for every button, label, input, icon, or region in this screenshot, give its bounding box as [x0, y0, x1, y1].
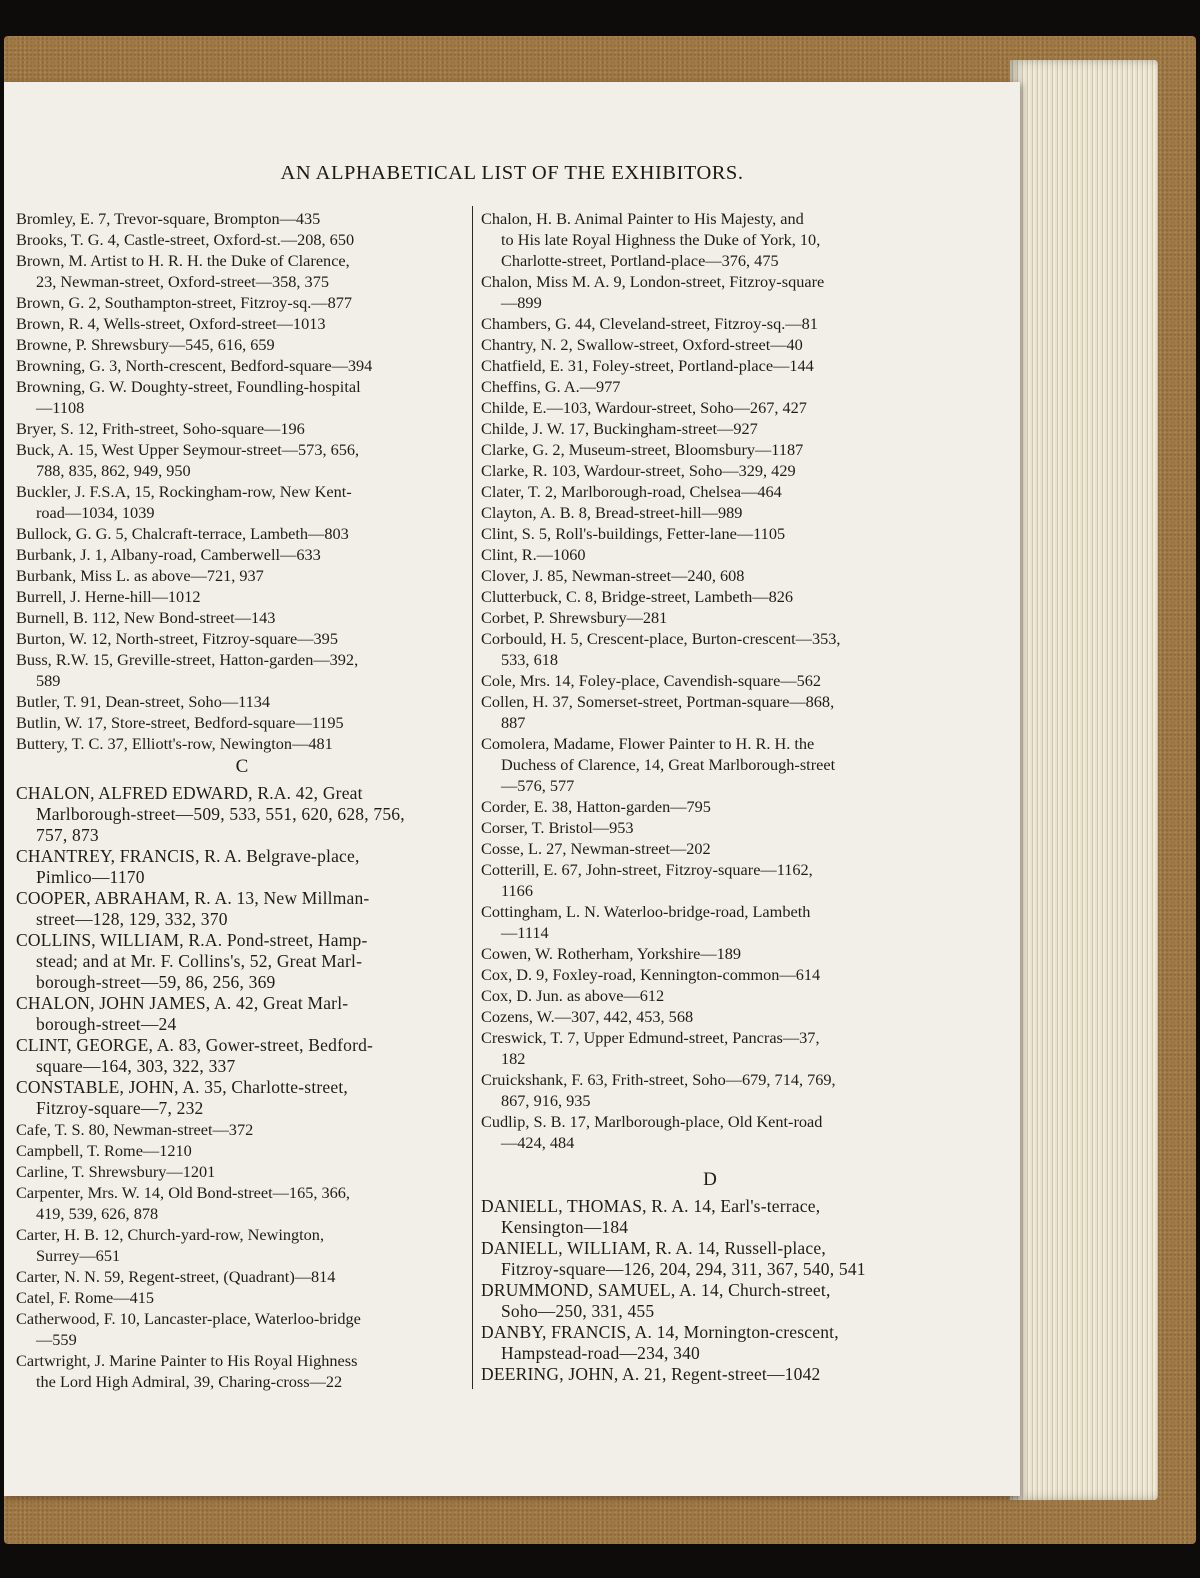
entry-continuation: 589 — [36, 671, 61, 690]
entry-line: CHALON, ALFRED EDWARD, R.A. 42, Great — [16, 783, 363, 803]
entry-line: Burnell, B. 112, New Bond-street—143 — [16, 608, 276, 627]
exhibitor-entry — [481, 796, 939, 817]
entry-line: Creswick, T. 7, Upper Edmund-street, Pancras—37, — [481, 1028, 820, 1047]
academician-entry — [16, 783, 468, 846]
right-column — [481, 208, 939, 1385]
exhibitor-entry — [481, 838, 939, 859]
exhibitor-entry — [16, 628, 468, 649]
exhibitor-entry — [16, 313, 468, 334]
exhibitor-entry — [16, 439, 468, 481]
academician-entry — [16, 930, 468, 993]
exhibitor-entry — [16, 1350, 468, 1392]
entry-continuation: 1166 — [501, 881, 533, 900]
entry-line: Corser, T. Bristol—953 — [481, 818, 634, 837]
entry-line: Chantry, N. 2, Swallow-street, Oxford-street—40 — [481, 335, 803, 354]
exhibitor-entry — [481, 1027, 939, 1069]
entry-continuation: 533, 618 — [501, 650, 558, 669]
exhibitor-entry — [16, 733, 468, 754]
entry-line: Clover, J. 85, Newman-street—240, 608 — [481, 566, 745, 585]
entry-line: Browning, G. W. Doughty-street, Foundling-hospital — [16, 377, 361, 396]
exhibitor-entry — [16, 481, 468, 523]
entry-line: COOPER, ABRAHAM, R. A. 13, New Millman- — [16, 888, 370, 908]
entry-line: Burrell, J. Herne-hill—1012 — [16, 587, 201, 606]
exhibitor-entry — [481, 523, 939, 544]
exhibitor-entry — [481, 901, 939, 943]
entry-line: CHANTREY, FRANCIS, R. A. Belgrave-place, — [16, 846, 360, 866]
exhibitor-entry — [481, 1111, 939, 1153]
exhibitor-entry — [16, 565, 468, 586]
entry-continuation: —1108 — [36, 398, 85, 417]
entry-line: Chambers, G. 44, Cleveland-street, Fitzroy-sq.—81 — [481, 314, 818, 333]
entry-line: Cheffins, G. A.—977 — [481, 377, 621, 396]
entry-line: Browne, P. Shrewsbury—545, 616, 659 — [16, 335, 275, 354]
exhibitor-entry — [481, 376, 939, 397]
entry-line: Buckler, J. F.S.A, 15, Rockingham-row, New Kent- — [16, 482, 352, 501]
academician-entry — [481, 1196, 939, 1238]
entry-line: Campbell, T. Rome—1210 — [16, 1141, 192, 1160]
exhibitor-entry — [16, 376, 468, 418]
entry-continuation: —899 — [501, 293, 542, 312]
exhibitor-entry — [16, 418, 468, 439]
entry-continuation: —559 — [36, 1330, 77, 1349]
entry-line: Brown, R. 4, Wells-street, Oxford-street—1013 — [16, 314, 326, 333]
entry-continuation: Soho—250, 331, 455 — [501, 1301, 655, 1321]
entry-line: Cartwright, J. Marine Painter to His Royal Highness — [16, 1351, 358, 1370]
entry-line: Comolera, Madame, Flower Painter to H. R. H. the — [481, 734, 815, 753]
entry-continuation: Marlborough-street—509, 533, 551, 620, 628, 756, — [36, 804, 405, 824]
entry-continuation: square—164, 303, 322, 337 — [36, 1056, 236, 1076]
exhibitor-entry — [481, 313, 939, 334]
entry-line: DANIELL, THOMAS, R. A. 14, Earl's-terrace, — [481, 1196, 821, 1216]
entry-line: Cowen, W. Rotherham, Yorkshire—189 — [481, 944, 742, 963]
entry-continuation: —1114 — [501, 923, 549, 942]
exhibitor-entry — [481, 502, 939, 523]
entry-continuation: Pimlico—1170 — [36, 867, 145, 887]
left-column — [16, 208, 468, 1392]
entry-continuation: Duchess of Clarence, 14, Great Marlborough-street — [501, 755, 836, 774]
entry-line: Childe, E.—103, Wardour-street, Soho—267, 427 — [481, 398, 807, 417]
academician-entry — [481, 1280, 939, 1322]
exhibitor-entry — [16, 292, 468, 313]
entry-line: Cudlip, S. B. 17, Marlborough-place, Old Kent-road — [481, 1112, 823, 1131]
exhibitor-entry — [16, 355, 468, 376]
academician-entry — [16, 1077, 468, 1119]
entry-line: CHALON, JOHN JAMES, A. 42, Great Marl- — [16, 993, 349, 1013]
entry-line: Childe, J. W. 17, Buckingham-street—927 — [481, 419, 758, 438]
exhibitor-entry — [481, 586, 939, 607]
entry-line: Bullock, G. G. 5, Chalcraft-terrace, Lambeth—803 — [16, 524, 349, 543]
entry-line: CONSTABLE, JOHN, A. 35, Charlotte-street, — [16, 1077, 348, 1097]
entry-continuation: Hampstead-road—234, 340 — [501, 1343, 700, 1363]
entry-line: DANBY, FRANCIS, A. 14, Mornington-crescent, — [481, 1322, 839, 1342]
entry-line: DRUMMOND, SAMUEL, A. 14, Church-street, — [481, 1280, 831, 1300]
page-title: AN ALPHABETICAL LIST OF THE EXHIBITORS. — [280, 162, 744, 184]
exhibitor-entry — [481, 1006, 939, 1027]
entry-line: Clayton, A. B. 8, Bread-street-hill—989 — [481, 503, 743, 522]
entry-continuation: to His late Royal Highness the Duke of York, 10, — [501, 230, 821, 249]
entry-line: Chatfield, E. 31, Foley-street, Portland-place—144 — [481, 356, 814, 375]
exhibitor-entry — [16, 607, 468, 628]
entry-continuation: Kensington—184 — [501, 1217, 629, 1237]
entry-line: Burbank, J. 1, Albany-road, Camberwell—633 — [16, 545, 321, 564]
academician-entry — [16, 846, 468, 888]
entry-continuation: 23, Newman-street, Oxford-street—358, 375 — [36, 272, 329, 291]
entry-line: Clint, S. 5, Roll's-buildings, Fetter-lane—1105 — [481, 524, 786, 543]
entry-line: Carline, T. Shrewsbury—1201 — [16, 1162, 216, 1181]
entry-line: Catherwood, F. 10, Lancaster-place, Waterloo-bridge — [16, 1309, 361, 1328]
entry-continuation: 887 — [501, 713, 526, 732]
section-spacer — [481, 1153, 939, 1167]
academician-entry — [16, 888, 468, 930]
exhibitor-entry — [16, 250, 468, 292]
exhibitor-entry — [481, 565, 939, 586]
exhibitor-entry — [481, 985, 939, 1006]
entry-continuation: Fitzroy-square—126, 204, 294, 311, 367, 540, 541 — [501, 1259, 866, 1279]
entry-continuation: Charlotte-street, Portland-place—376, 475 — [501, 251, 779, 270]
entry-continuation: 867, 916, 935 — [501, 1091, 591, 1110]
entry-line: Clarke, G. 2, Museum-street, Bloomsbury—1187 — [481, 440, 804, 459]
entry-continuation: borough-street—24 — [36, 1014, 177, 1034]
academician-entry — [16, 993, 468, 1035]
entry-line: Clarke, R. 103, Wardour-street, Soho—329, 429 — [481, 461, 796, 480]
entry-line: Carter, H. B. 12, Church-yard-row, Newington, — [16, 1225, 325, 1244]
entry-line: Corbet, P. Shrewsbury—281 — [481, 608, 668, 627]
exhibitor-entry — [481, 397, 939, 418]
entry-line: Collen, H. 37, Somerset-street, Portman-square—868, — [481, 692, 835, 711]
entry-line: Carpenter, Mrs. W. 14, Old Bond-street—165, 366, — [16, 1183, 350, 1202]
exhibitor-entry — [16, 691, 468, 712]
entry-continuation: borough-street—59, 86, 256, 369 — [36, 972, 276, 992]
exhibitor-entry — [481, 271, 939, 313]
exhibitor-entry — [481, 1069, 939, 1111]
entry-line: Burbank, Miss L. as above—721, 937 — [16, 566, 264, 585]
exhibitor-entry — [481, 733, 939, 796]
entry-line: DEERING, JOHN, A. 21, Regent-street—1042 — [481, 1364, 821, 1384]
entry-continuation: stead; and at Mr. F. Collins's, 52, Great Marl- — [36, 951, 363, 971]
entry-line: Clutterbuck, C. 8, Bridge-street, Lambeth—826 — [481, 587, 793, 606]
entry-continuation: 788, 835, 862, 949, 950 — [36, 461, 191, 480]
exhibitor-entry — [481, 208, 939, 271]
entry-line: Cole, Mrs. 14, Foley-place, Cavendish-square—562 — [481, 671, 822, 690]
entry-line: Corbould, H. 5, Crescent-place, Burton-crescent—353, — [481, 629, 841, 648]
entry-continuation: the Lord High Admiral, 39, Charing-cross—22 — [36, 1372, 343, 1391]
exhibitor-entry — [481, 481, 939, 502]
exhibitor-entry — [16, 712, 468, 733]
entry-line: Cozens, W.—307, 442, 453, 568 — [481, 1007, 694, 1026]
academician-entry — [481, 1238, 939, 1280]
academician-entry — [16, 1035, 468, 1077]
exhibitor-entry — [16, 523, 468, 544]
entry-line: Bryer, S. 12, Frith-street, Soho-square—196 — [16, 419, 305, 438]
section-letter: C — [235, 756, 249, 777]
entry-continuation: Fitzroy-square—7, 232 — [36, 1098, 204, 1118]
exhibitor-entry — [481, 355, 939, 376]
entry-line: COLLINS, WILLIAM, R.A. Pond-street, Hamp- — [16, 930, 368, 950]
entry-continuation: 419, 539, 626, 878 — [36, 1204, 159, 1223]
exhibitor-entry — [481, 943, 939, 964]
exhibitor-entry — [16, 1161, 468, 1182]
page-edges — [1010, 60, 1158, 1500]
exhibitor-entry — [481, 607, 939, 628]
entry-line: Carter, N. N. 59, Regent-street, (Quadrant)—814 — [16, 1267, 336, 1286]
exhibitor-entry — [481, 439, 939, 460]
entry-line: Buck, A. 15, West Upper Seymour-street—573, 656, — [16, 440, 360, 459]
entry-line: DANIELL, WILLIAM, R. A. 14, Russell-place, — [481, 1238, 826, 1258]
exhibitor-entry — [16, 229, 468, 250]
entry-line: Buss, R.W. 15, Greville-street, Hatton-garden—392, — [16, 650, 359, 669]
academician-entry — [481, 1364, 939, 1385]
entry-line: Brown, M. Artist to H. R. H. the Duke of Clarence, — [16, 251, 350, 270]
column-divider — [472, 206, 473, 1389]
entry-line: Browning, G. 3, North-crescent, Bedford-square—394 — [16, 356, 373, 375]
entry-continuation: —576, 577 — [501, 776, 575, 795]
entry-continuation: 182 — [501, 1049, 526, 1068]
section-letter: D — [703, 1169, 717, 1190]
entry-line: Corder, E. 38, Hatton-garden—795 — [481, 797, 711, 816]
entry-line: Butlin, W. 17, Store-street, Bedford-square—1195 — [16, 713, 344, 732]
exhibitor-entry — [16, 1119, 468, 1140]
exhibitor-entry — [16, 1182, 468, 1224]
exhibitor-entry — [16, 649, 468, 691]
exhibitor-entry — [481, 418, 939, 439]
exhibitor-entry — [16, 1287, 468, 1308]
exhibitor-entry — [481, 964, 939, 985]
entry-continuation: —424, 484 — [501, 1133, 575, 1152]
entry-line: Cruickshank, F. 63, Frith-street, Soho—679, 714, 769, — [481, 1070, 836, 1089]
exhibitor-entry — [16, 208, 468, 229]
entry-line: Catel, F. Rome—415 — [16, 1288, 154, 1307]
entry-line: Bromley, E. 7, Trevor-square, Brompton—435 — [16, 209, 321, 228]
entry-line: Cox, D. 9, Foxley-road, Kennington-common—614 — [481, 965, 821, 984]
entry-line: Cox, D. Jun. as above—612 — [481, 986, 665, 1005]
entry-line: Clater, T. 2, Marlborough-road, Chelsea—464 — [481, 482, 782, 501]
exhibitor-entry — [481, 544, 939, 565]
entry-line: Burton, W. 12, North-street, Fitzroy-square—395 — [16, 629, 338, 648]
entry-continuation: street—128, 129, 332, 370 — [36, 909, 228, 929]
entry-continuation: road—1034, 1039 — [36, 503, 155, 522]
entry-line: Cotterill, E. 67, John-street, Fitzroy-square—1162, — [481, 860, 813, 879]
book-page — [4, 82, 1020, 1496]
entry-line: Cosse, L. 27, Newman-street—202 — [481, 839, 711, 858]
exhibitor-entry — [481, 670, 939, 691]
entry-line: Brown, G. 2, Southampton-street, Fitzroy-sq.—877 — [16, 293, 352, 312]
entry-line: Brooks, T. G. 4, Castle-street, Oxford-st.—208, 650 — [16, 230, 355, 249]
academician-entry — [481, 1322, 939, 1364]
entry-line: CLINT, GEORGE, A. 83, Gower-street, Bedford- — [16, 1035, 374, 1055]
exhibitor-entry — [481, 334, 939, 355]
exhibitor-entry — [16, 544, 468, 565]
exhibitor-entry — [481, 691, 939, 733]
exhibitor-entry — [481, 460, 939, 481]
exhibitor-entry — [16, 1266, 468, 1287]
exhibitor-entry — [16, 1140, 468, 1161]
exhibitor-entry — [481, 817, 939, 838]
exhibitor-entry — [16, 1308, 468, 1350]
exhibitor-entry — [481, 628, 939, 670]
exhibitor-entry — [16, 586, 468, 607]
entry-line: Cottingham, L. N. Waterloo-bridge-road, Lambeth — [481, 902, 811, 921]
entry-line: Chalon, H. B. Animal Painter to His Majesty, and — [481, 209, 804, 228]
entry-continuation: 757, 873 — [36, 825, 99, 845]
exhibitor-entry — [16, 1224, 468, 1266]
entry-line: Butler, T. 91, Dean-street, Soho—1134 — [16, 692, 271, 711]
entry-continuation: Surrey—651 — [36, 1246, 121, 1265]
entry-line: Cafe, T. S. 80, Newman-street—372 — [16, 1120, 254, 1139]
entry-line: Buttery, T. C. 37, Elliott's-row, Newington—481 — [16, 734, 333, 753]
exhibitor-entry — [481, 859, 939, 901]
entry-line: Clint, R.—1060 — [481, 545, 586, 564]
exhibitor-entry — [16, 334, 468, 355]
entry-line: Chalon, Miss M. A. 9, London-street, Fitzroy-square — [481, 272, 825, 291]
